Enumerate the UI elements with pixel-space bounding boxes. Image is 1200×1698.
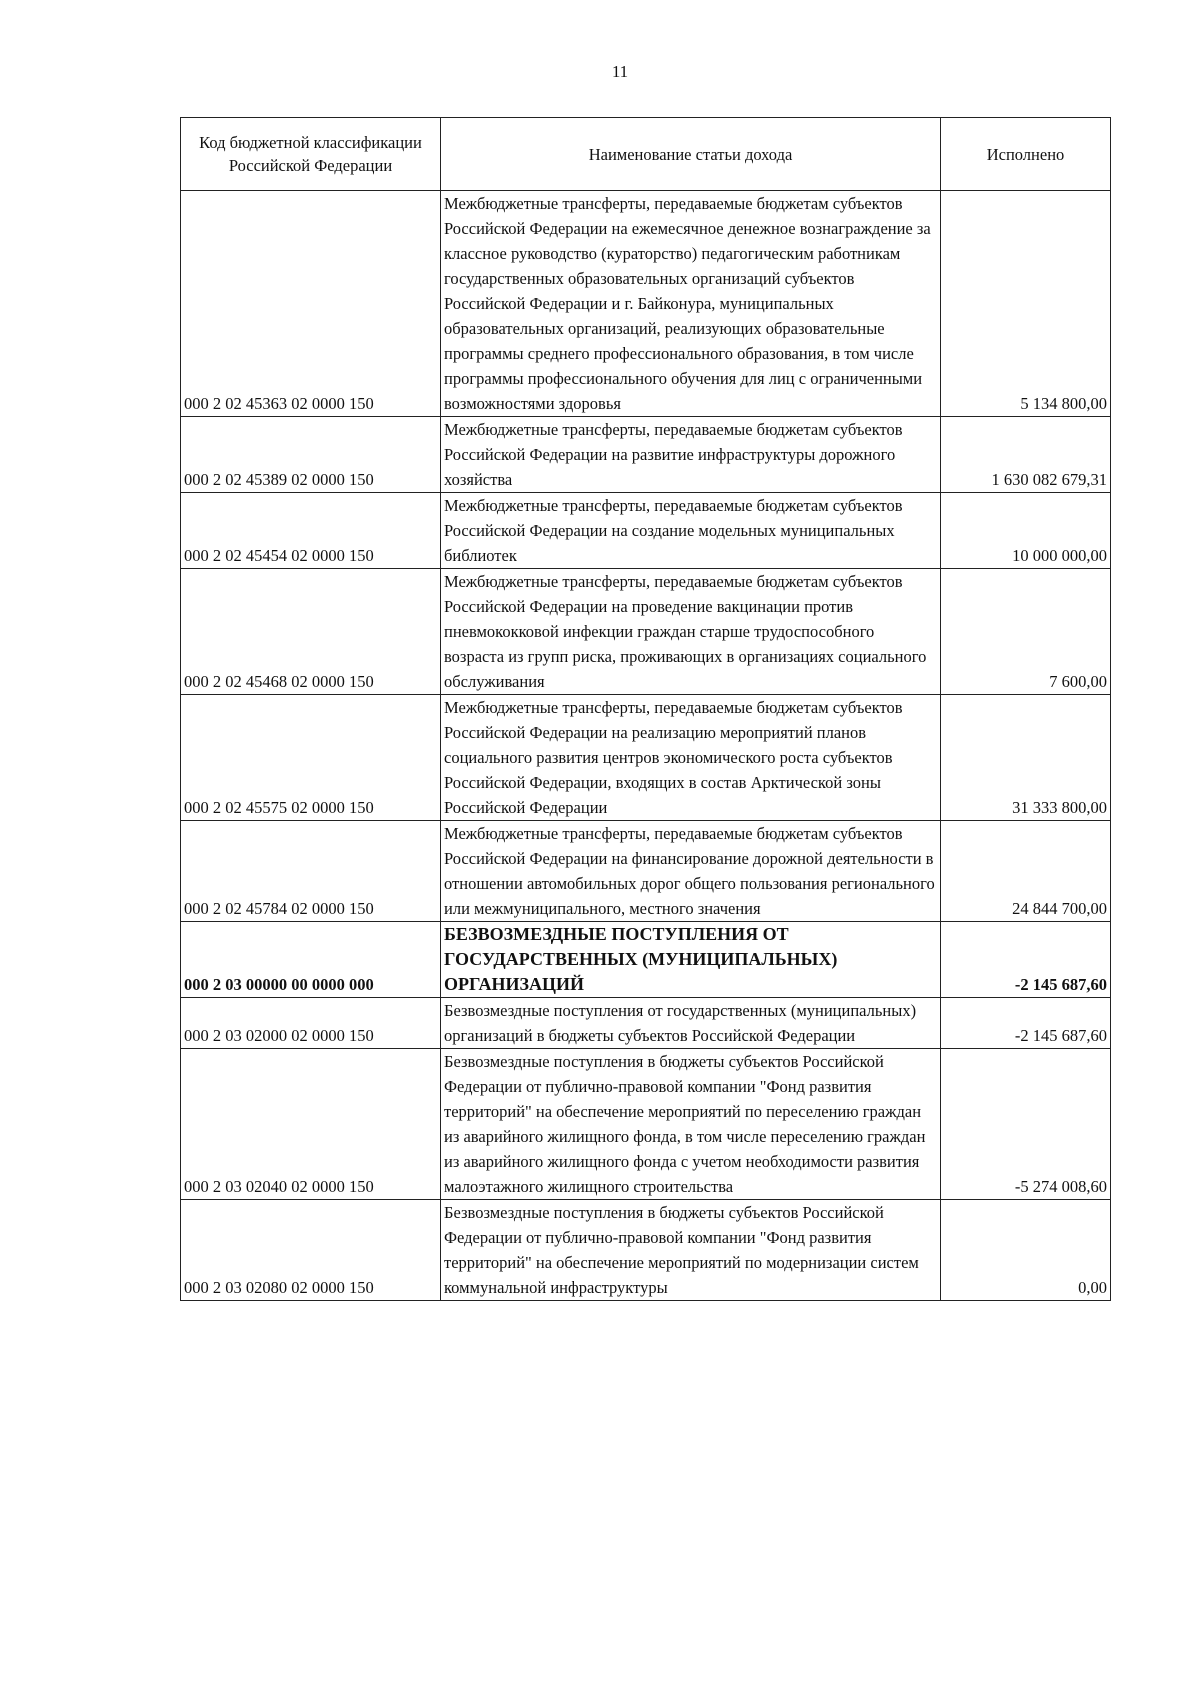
table-header — [181, 118, 1111, 191]
table-row — [181, 493, 1111, 569]
row-amount: 1 630 082 679,31 — [941, 417, 1111, 493]
table-row — [181, 998, 1111, 1049]
row-amount: 31 333 800,00 — [941, 695, 1111, 821]
header-amount: Исполнено — [941, 118, 1111, 191]
row-code: 000 2 02 45389 02 0000 150 — [181, 417, 441, 493]
table-row — [181, 569, 1111, 695]
row-name: Межбюджетные трансферты, передаваемые бюджетам субъектов Российской Федерации на реализацию мероприятий планов социального развития центров экономического роста субъектов Российской Федерации, входящих в состав Арктической зоны Российской Федерации — [441, 695, 941, 821]
row-amount: 10 000 000,00 — [941, 493, 1111, 569]
row-code: 000 2 03 00000 00 0000 000 — [181, 922, 441, 998]
budget-table — [180, 117, 1111, 1301]
row-name: Межбюджетные трансферты, передаваемые бюджетам субъектов Российской Федерации на проведение вакцинации против пневмококковой инфекции граждан старше трудоспособного возраста из групп риска, проживающих в организациях социального обслуживания — [441, 569, 941, 695]
table-row — [181, 1200, 1111, 1301]
row-name: Межбюджетные трансферты, передаваемые бюджетам субъектов Российской Федерации на создание модельных муниципальных библиотек — [441, 493, 941, 569]
row-code: 000 2 02 45363 02 0000 150 — [181, 191, 441, 417]
row-amount: 7 600,00 — [941, 569, 1111, 695]
row-amount: -2 145 687,60 — [941, 998, 1111, 1049]
row-amount: -5 274 008,60 — [941, 1049, 1111, 1200]
table-row — [181, 695, 1111, 821]
header-name: Наименование статьи дохода — [441, 118, 941, 191]
row-code: 000 2 03 02080 02 0000 150 — [181, 1200, 441, 1301]
row-name: Безвозмездные поступления в бюджеты субъектов Российской Федерации от публично-правовой компании "Фонд развития территорий" на обеспечение мероприятий по переселению граждан из аварийного жилищного фонда, в том числе переселению граждан из аварийного жилищного фонда с учетом необходимости развития малоэтажного жилищного строительства — [441, 1049, 941, 1200]
row-code: 000 2 02 45784 02 0000 150 — [181, 821, 441, 922]
row-amount: 0,00 — [941, 1200, 1111, 1301]
row-name: Безвозмездные поступления в бюджеты субъектов Российской Федерации от публично-правовой компании "Фонд развития территорий" на обеспечение мероприятий по модернизации систем коммунальной инфраструктуры — [441, 1200, 941, 1301]
table-header-row — [181, 118, 1111, 191]
row-name: Межбюджетные трансферты, передаваемые бюджетам субъектов Российской Федерации на ежемесячное денежное вознаграждение за классное руководство (кураторство) педагогическим работникам государственных образовательных организаций субъектов Российской Федерации и г. Байконура, муниципальных образовательных организаций, реализующих образовательные программы среднего профессионального образования, в том числе программы профессионального обучения для лиц с ограниченными возможностями здоровья — [441, 191, 941, 417]
row-code: 000 2 03 02000 02 0000 150 — [181, 998, 441, 1049]
row-code: 000 2 02 45468 02 0000 150 — [181, 569, 441, 695]
row-amount: -2 145 687,60 — [941, 922, 1111, 998]
row-name: Межбюджетные трансферты, передаваемые бюджетам субъектов Российской Федерации на финансирование дорожной деятельности в отношении автомобильных дорог общего пользования регионального или межмуниципального, местного значения — [441, 821, 941, 922]
table-row — [181, 191, 1111, 417]
table-row — [181, 417, 1111, 493]
table-body — [181, 191, 1111, 1301]
row-code: 000 2 02 45454 02 0000 150 — [181, 493, 441, 569]
row-name: БЕЗВОЗМЕЗДНЫЕ ПОСТУПЛЕНИЯ ОТ ГОСУДАРСТВЕННЫХ (МУНИЦИПАЛЬНЫХ) ОРГАНИЗАЦИЙ — [441, 922, 941, 998]
table-row — [181, 821, 1111, 922]
table-row — [181, 922, 1111, 998]
header-code: Код бюджетной классификации Российской Федерации — [181, 118, 441, 191]
table-row — [181, 1049, 1111, 1200]
page-number: 11 — [611, 62, 629, 81]
row-code: 000 2 03 02040 02 0000 150 — [181, 1049, 441, 1200]
row-code: 000 2 02 45575 02 0000 150 — [181, 695, 441, 821]
row-name: Безвозмездные поступления от государственных (муниципальных) организаций в бюджеты субъектов Российской Федерации — [441, 998, 941, 1049]
row-amount: 24 844 700,00 — [941, 821, 1111, 922]
row-name: Межбюджетные трансферты, передаваемые бюджетам субъектов Российской Федерации на развитие инфраструктуры дорожного хозяйства — [441, 417, 941, 493]
row-amount: 5 134 800,00 — [941, 191, 1111, 417]
